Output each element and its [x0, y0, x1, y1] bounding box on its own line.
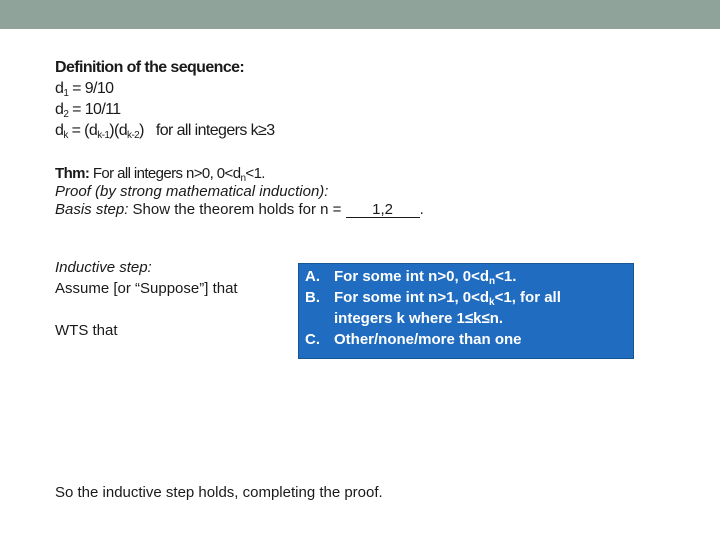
answer-options-box — [298, 263, 634, 359]
slide — [0, 29, 720, 540]
definition-d2: $d_2 = 10/11$ — [55, 101, 121, 120]
assume-text: Assume [or “Suppose”] that — [55, 280, 238, 297]
theorem-block — [55, 165, 424, 219]
option-a[interactable]: A. For some int n>0, $0<d_n<1$. — [305, 268, 517, 287]
conclusion-text: So the inductive step holds, completing the proof. — [55, 484, 383, 501]
inductive-step-block — [55, 257, 238, 299]
theorem-label: Thm: — [55, 165, 90, 182]
top-banner — [0, 0, 720, 29]
basis-blank: 1,2 — [346, 203, 420, 218]
definition-block — [55, 57, 275, 141]
option-b[interactable]: B. For some int n>1, $0<d_k<1$, for all — [305, 289, 561, 308]
definition-d1: $d_1 = 9/10$ — [55, 80, 114, 99]
option-b-continuation: integers k where 1≤k≤n. — [334, 310, 504, 327]
basis-step: Basis step: Show the theorem holds for n = 1,2 . — [55, 201, 424, 218]
option-c[interactable]: C. Other/none/more than one — [305, 331, 522, 348]
basis-label: Basis step: — [55, 201, 129, 218]
definition-heading: Definition of the sequence: — [55, 59, 245, 76]
definition-dk: $d_k = (d_{k-1})(d_{k-2})$ for all integers k≥3 — [55, 122, 275, 141]
recurrence-condition: for all integers k≥3 — [155, 122, 275, 139]
theorem-statement: Thm: For all integers n>0, $0<d_n<1$. — [55, 165, 265, 184]
inductive-label: Inductive step: — [55, 259, 152, 276]
proof-intro: Proof (by strong mathematical induction): — [55, 183, 329, 200]
wts-text: WTS that — [55, 322, 118, 339]
